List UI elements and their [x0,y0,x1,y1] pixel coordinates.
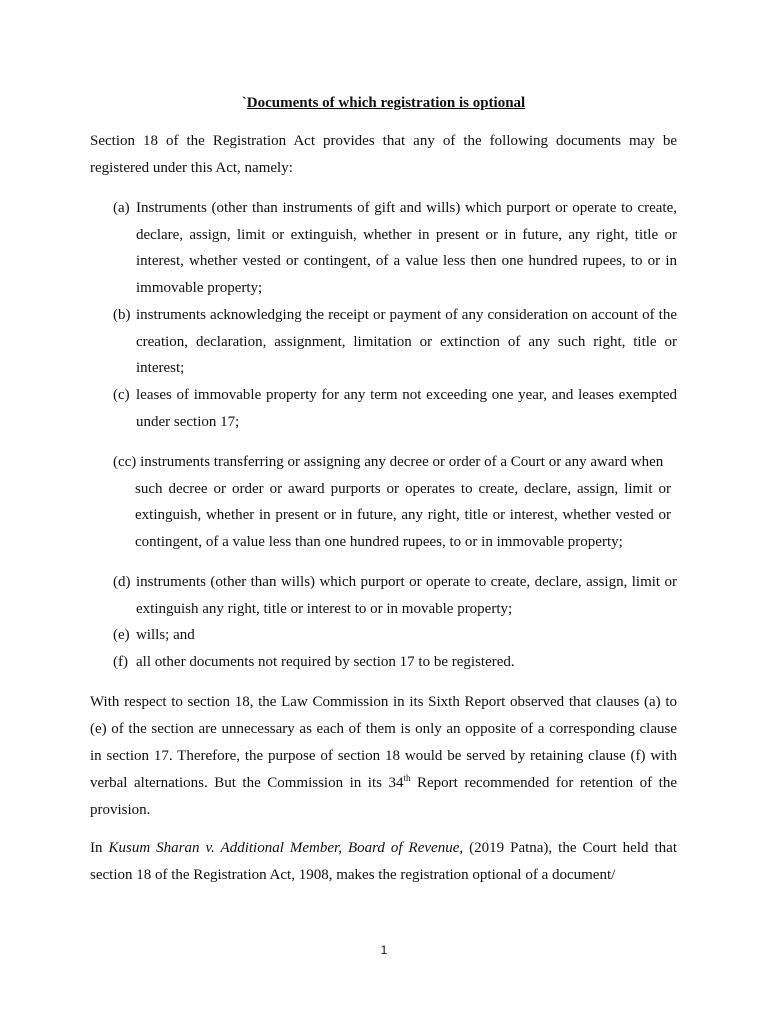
paragraph-text: With respect to section 18, the Law Commission in its Sixth Report observed that clauses (a) to (e) of the section are unnecessary as each of them is only an opposite of a corresponding clause in section 17. Therefore, the purpose of section 18 would be served by retaining clause (f) with verbal alternations. But the Commission in its 34 [90,694,677,791]
clause-item [113,449,671,556]
document-title [90,94,677,112]
clause-text: Instruments (other than instruments of gift and wills) which purport or operate to create, declare, assign, limit or extinguish, whether in present or in future, any right, title or interest, whether vested or contingent, of a value less then one hundred rupees, to or in immovable property; [136,200,677,297]
clause-marker: (b) [113,306,131,323]
clause-marker: (cc) [113,454,137,470]
intro-paragraph: Section 18 of the Registration Act provides that any of the following documents may be registered under this Act, namely: [90,133,677,176]
clause-text: instruments (other than wills) which purport or operate to create, declare, assign, limit or extinguish any right, title or interest to or in movable property; [136,574,677,617]
page-number: 1 [380,943,388,957]
clause-list-d-f [113,569,677,676]
clause-text: all other documents not required by section 17 to be registered. [136,654,515,671]
clause-item [113,195,677,302]
clause-text: leases of immovable property for any term not exceeding one year, and leases exempted under section 17; [136,386,677,430]
clause-item [113,302,677,382]
case-name: Kusum Sharan v. Additional Member, Board of Revenue [108,840,460,856]
title-text: Documents of which registration is optional [246,95,526,111]
clause-list-a-c [113,195,677,435]
clause-text: wills; and [136,627,195,644]
clause-text-first-line: instruments transferring or assigning any decree or order of a Court or any award when [140,454,664,470]
title-prefix: ` [241,95,247,111]
paragraph-text: Report recommended for retention of the provision. [90,775,677,818]
clause-marker: (f) [113,654,128,671]
case-law-paragraph [90,835,677,889]
ordinal-superscript: th [403,773,411,783]
clause-text: instruments acknowledging the receipt or payment of any consideration on account of the creation, declaration, assignment, limitation or extinction of any such right, title or interest; [136,306,677,377]
clause-marker: (c) [113,386,130,403]
clause-item [113,382,677,435]
clause-text-continuation: such decree or order or award purports or operates to create, declare, assign, limit or extinguish, whether in present or in future, any right, title or interest, whether vested or contingent, of a value less than one hundred rupees, to or in immovable property; [135,480,671,551]
clause-list-cc [113,449,671,556]
clause-item [113,622,677,649]
clause-item [113,649,677,676]
clause-marker: (d) [113,574,131,590]
clause-marker: (e) [113,627,130,644]
paragraph-text: , (2019 Patna), the Court held that section 18 of the Registration Act, 1908, makes the registration optional of a document/ [90,840,677,883]
document-page [90,0,677,1024]
paragraph-text: In [90,840,109,856]
clause-marker: (a) [113,200,130,216]
law-commission-paragraph [90,689,677,824]
clause-item [113,569,677,622]
